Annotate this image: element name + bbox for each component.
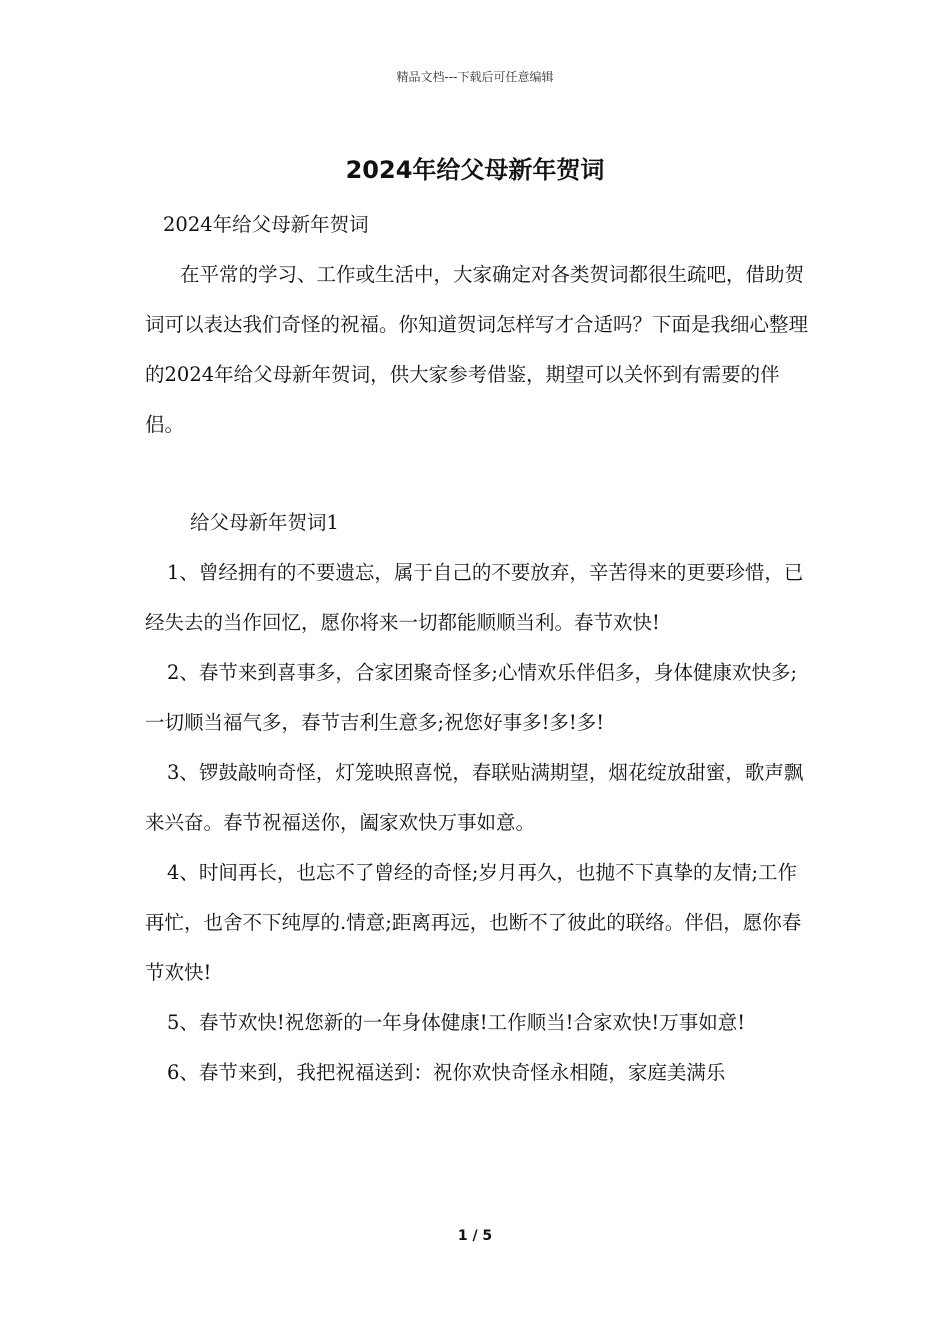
section-spacer <box>145 450 815 498</box>
document-title: 2024年给父母新年贺词 <box>345 156 605 184</box>
greeting-item: 5、春节欢快!祝您新的一年身体健康!工作顺当!合家欢快!万事如意! <box>167 1011 746 1034</box>
page-indicator: 1 / 5 <box>457 1228 493 1244</box>
greeting-item: 3、锣鼓敲响奇怪，灯笼映照喜悦，春联贴满期望，烟花绽放甜蜜，歌声飘来兴奋。春节祝福送你，阖家欢快万事如意。 <box>145 761 804 834</box>
document-body <box>145 200 815 1098</box>
document-subtitle: 2024年给父母新年贺词 <box>163 213 369 236</box>
greeting-item: 6、春节来到，我把祝福送到：祝你欢快奇怪永相随，家庭美满乐 <box>167 1061 726 1084</box>
header-note: 精品文档---下载后可任意编辑 <box>396 70 554 84</box>
greeting-item: 1、曾经拥有的不要遗忘，属于自己的不要放弃，辛苦得来的更要珍惜，已经失去的当作回忆，愿你将来一切都能顺顺当利。春节欢快! <box>145 561 804 634</box>
greeting-item: 2、春节来到喜事多，合家团聚奇怪多;心情欢乐伴侣多，身体健康欢快多;一切顺当福气多，春节吉利生意多;祝您好事多!多!多! <box>145 661 798 734</box>
intro-paragraph: 在平常的学习、工作或生活中，大家确定对各类贺词都很生疏吧，借助贺词可以表达我们奇怪的祝福。你知道贺词怎样写才合适吗？下面是我细心整理的2024年给父母新年贺词，供大家参考借鉴，期望可以关怀到有需要的伴侣。 <box>145 263 809 436</box>
section-heading: 给父母新年贺词1 <box>190 511 339 534</box>
greeting-item: 4、时间再长，也忘不了曾经的奇怪;岁月再久，也抛不下真挚的友情;工作再忙，也舍不下纯厚的.情意;距离再远，也断不了彼此的联络。伴侣，愿你春节欢快! <box>145 861 802 984</box>
